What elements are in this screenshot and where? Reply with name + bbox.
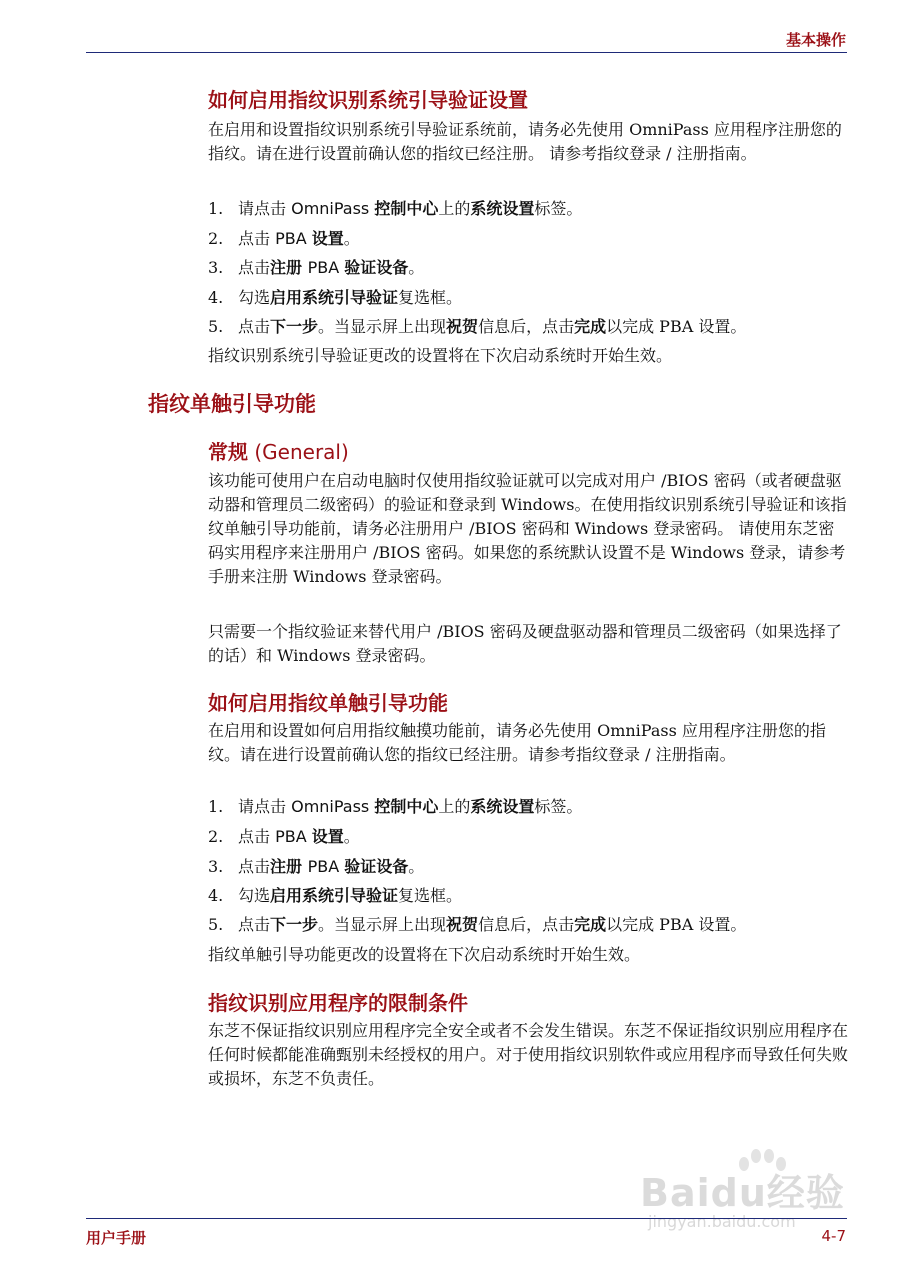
step-number: 5. xyxy=(208,915,224,934)
step-number: 2. xyxy=(208,229,224,248)
watermark-url: jingyan.baidu.com xyxy=(648,1212,796,1231)
general-title-cn: 常规 xyxy=(208,440,248,464)
step-bold: 系统设置 xyxy=(470,797,535,816)
section3-paragraph: 东芝不保证指纹识别应用程序完全安全或者不会发生错误。东芝不保证指纹识别应用程序在任何时候都能准确甄别未经授权的用户。对于使用指纹识别软件或应用程序而导致任何失败或损坏，东芝不负责任。 xyxy=(208,1021,849,1088)
section2-intro: 在启用和设置如何启用指纹触摸功能前，请务必先使用 OmniPass 应用程序注册您的指纹。请在进行设置前确认您的指纹已经注册。请参考指纹登录 / 注册指南。 xyxy=(208,721,826,764)
step-bold: 启用系统引导验证 xyxy=(270,886,399,905)
step-text: 。 xyxy=(408,258,425,277)
chapter-title: 指纹单触引导功能 xyxy=(148,392,316,416)
step-text: 点击 xyxy=(238,857,271,876)
section3-title: 指纹识别应用程序的限制条件 xyxy=(208,991,468,1015)
step-bold: 注册 xyxy=(270,857,308,876)
section1-intro: 在启用和设置指纹识别系统引导验证系统前，请务必先使用 OmniPass 应用程序注册您的指纹。请在进行设置前确认您的指纹已经注册。 请参考指纹登录 / 注册指南。 xyxy=(208,120,842,163)
step-number: 5. xyxy=(208,317,224,336)
section2-step-4 xyxy=(208,884,462,908)
step-text: 信息后，点击 xyxy=(478,915,575,934)
step-text: 勾选 xyxy=(238,288,271,307)
step-bold: 控制中心 xyxy=(374,199,439,218)
step-bold: 完成 xyxy=(574,915,607,934)
header-rule xyxy=(86,52,847,53)
step-bold: 祝贺 xyxy=(446,915,479,934)
step-text: 点击 xyxy=(238,827,276,846)
section2-step-3 xyxy=(208,855,424,879)
step-text: 以完成 PBA 设置。 xyxy=(606,915,747,934)
general-paragraph-2: 只需要一个指纹验证来替代用户 /BIOS 密码及硬盘驱动器和管理员二级密码（如果选择了的话）和 Windows 登录密码。 xyxy=(208,622,842,665)
step-text: 。 xyxy=(408,857,425,876)
step-text: PBA xyxy=(275,229,312,248)
header-title: 基本操作 xyxy=(785,31,846,49)
step-text: OmniPass xyxy=(291,797,375,816)
step-bold: 设置 xyxy=(311,229,344,248)
step-number: 1. xyxy=(208,199,224,218)
step-bold: 系统设置 xyxy=(470,199,535,218)
section2-step-5 xyxy=(208,913,746,937)
step-text: 。 xyxy=(343,827,360,846)
step-number: 1. xyxy=(208,797,224,816)
step-text: 上的 xyxy=(438,199,471,218)
step-number: 4. xyxy=(208,886,224,905)
step-text: PBA xyxy=(275,827,312,846)
page-number: 4-7 xyxy=(821,1227,846,1245)
step-bold: 祝贺 xyxy=(446,317,479,336)
baidu-watermark xyxy=(640,1150,850,1240)
step-number: 3. xyxy=(208,258,224,277)
step-text: 。当显示屏上出现 xyxy=(318,317,447,336)
step-text: OmniPass xyxy=(291,199,375,218)
step-text: 勾选 xyxy=(238,886,271,905)
step-text: 请点击 xyxy=(238,199,292,218)
step-text: 复选框。 xyxy=(398,886,463,905)
section1-step-2 xyxy=(208,227,360,251)
footer-rule xyxy=(86,1218,847,1219)
step-bold: 设置 xyxy=(311,827,344,846)
step-text: 标签。 xyxy=(534,797,583,816)
step-text: 标签。 xyxy=(534,199,583,218)
step-bold: 启用系统引导验证 xyxy=(270,288,399,307)
step-text: 信息后，点击 xyxy=(478,317,575,336)
step-bold: 下一步 xyxy=(270,317,319,336)
step-text: 以完成 PBA 设置。 xyxy=(606,317,747,336)
general-title-en: (General) xyxy=(248,440,349,464)
section1-title: 如何启用指纹识别系统引导验证设置 xyxy=(208,88,528,112)
step-bold: 注册 xyxy=(270,258,308,277)
step-text: 上的 xyxy=(438,797,471,816)
step-text: 复选框。 xyxy=(398,288,463,307)
step-number: 2. xyxy=(208,827,224,846)
footer-title: 用户手册 xyxy=(86,1229,147,1247)
section1-step-4 xyxy=(208,286,462,310)
step-text: PBA xyxy=(307,857,345,876)
step-text: 点击 xyxy=(238,317,271,336)
step-bold: 验证设备 xyxy=(344,258,409,277)
step-text: PBA xyxy=(307,258,345,277)
step-text: 请点击 xyxy=(238,797,292,816)
step-bold: 验证设备 xyxy=(344,857,409,876)
watermark-logo: Baidu经验 xyxy=(640,1171,845,1215)
step-number: 3. xyxy=(208,857,224,876)
section1-step-1 xyxy=(208,197,582,221)
general-paragraph-1: 该功能可使用户在启动电脑时仅使用指纹验证就可以完成对用户 /BIOS 密码（或者硬盘驱动器和管理员二级密码）的验证和登录到 Windows。在使用指纹识别系统引导验证和该指纹单触引导功能前，请务必注册用户 /BIOS 密码和 Windows 登录密码。 请使用东芝密码实用程序来注册用户 /BIOS 密码。如果您的系统默认设置不是 Windows 登录，请参考手册来注册 Windows 登录密码。 xyxy=(208,471,847,586)
step-text: 。 xyxy=(343,229,360,248)
step-text: 点击 xyxy=(238,915,271,934)
section1-step-5 xyxy=(208,315,746,339)
step-number: 4. xyxy=(208,288,224,307)
step-bold: 下一步 xyxy=(270,915,319,934)
section2-step-1 xyxy=(208,795,582,819)
general-title xyxy=(208,436,349,465)
section2-step-2 xyxy=(208,825,360,849)
section1-outro: 指纹识别系统引导验证更改的设置将在下次启动系统时开始生效。 xyxy=(208,346,673,365)
step-text: 点击 xyxy=(238,258,271,277)
step-text: 点击 xyxy=(238,229,276,248)
section2-title: 如何启用指纹单触引导功能 xyxy=(208,691,448,715)
section1-step-3 xyxy=(208,256,424,280)
section2-outro: 指纹单触引导功能更改的设置将在下次启动系统时开始生效。 xyxy=(208,945,641,964)
step-bold: 控制中心 xyxy=(374,797,439,816)
step-bold: 完成 xyxy=(574,317,607,336)
step-text: 。当显示屏上出现 xyxy=(318,915,447,934)
